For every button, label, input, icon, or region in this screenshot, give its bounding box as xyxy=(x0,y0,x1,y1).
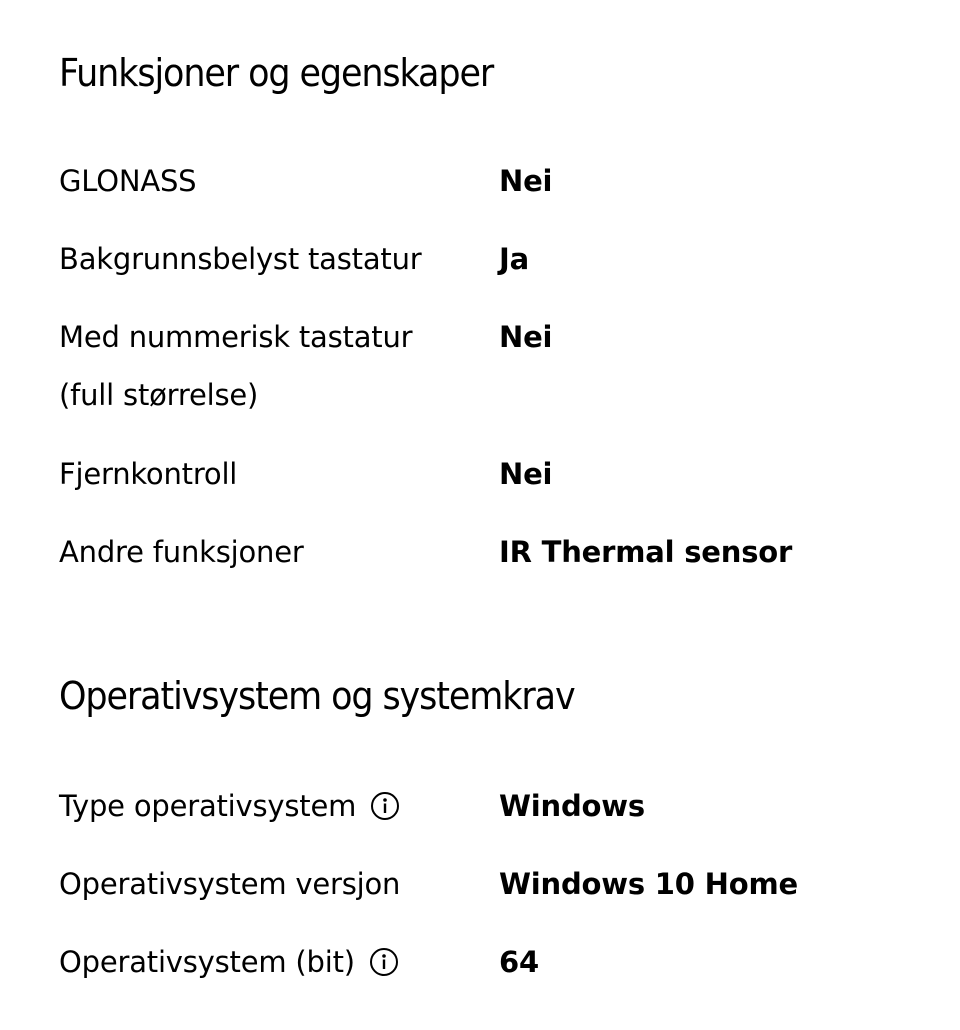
spec-row-backlit-keyboard xyxy=(59,230,919,288)
spec-value: Nei xyxy=(499,457,553,491)
spec-label: GLONASS xyxy=(59,164,197,198)
section-title-features: Funksjoner og egenskaper xyxy=(59,51,494,95)
spec-value: Nei xyxy=(499,320,553,354)
spec-row-glonass xyxy=(59,152,919,210)
spec-value: IR Thermal sensor xyxy=(499,535,793,569)
spec-row-os-bit xyxy=(59,933,919,991)
spec-label xyxy=(59,777,499,835)
spec-value: Windows 10 Home xyxy=(499,867,798,901)
spec-label-line: Med nummerisk tastatur xyxy=(59,320,413,354)
spec-label: Fjernkontroll xyxy=(59,457,238,491)
spec-value: Nei xyxy=(499,164,553,198)
spec-value: 64 xyxy=(499,945,539,979)
spec-row-os-type xyxy=(59,777,919,835)
spec-label: Andre funksjoner xyxy=(59,535,304,569)
spec-row-numeric-keypad xyxy=(59,308,919,424)
spec-label-line: (full størrelse) xyxy=(59,378,259,412)
spec-label xyxy=(59,308,499,424)
spec-row-os-version xyxy=(59,855,919,913)
spec-value: Windows xyxy=(499,789,645,823)
spec-row-remote-control xyxy=(59,445,919,503)
spec-label: Operativsystem versjon xyxy=(59,867,401,901)
spec-label-text: Type operativsystem xyxy=(59,789,357,823)
spec-label: Bakgrunnsbelyst tastatur xyxy=(59,242,422,276)
info-icon[interactable] xyxy=(369,947,399,977)
spec-label xyxy=(59,933,499,991)
info-icon[interactable] xyxy=(370,791,400,821)
spec-value: Ja xyxy=(499,242,529,276)
section-title-os: Operativsystem og systemkrav xyxy=(59,674,575,718)
spec-label-text: Operativsystem (bit) xyxy=(59,945,355,979)
spec-row-other-features xyxy=(59,523,919,581)
